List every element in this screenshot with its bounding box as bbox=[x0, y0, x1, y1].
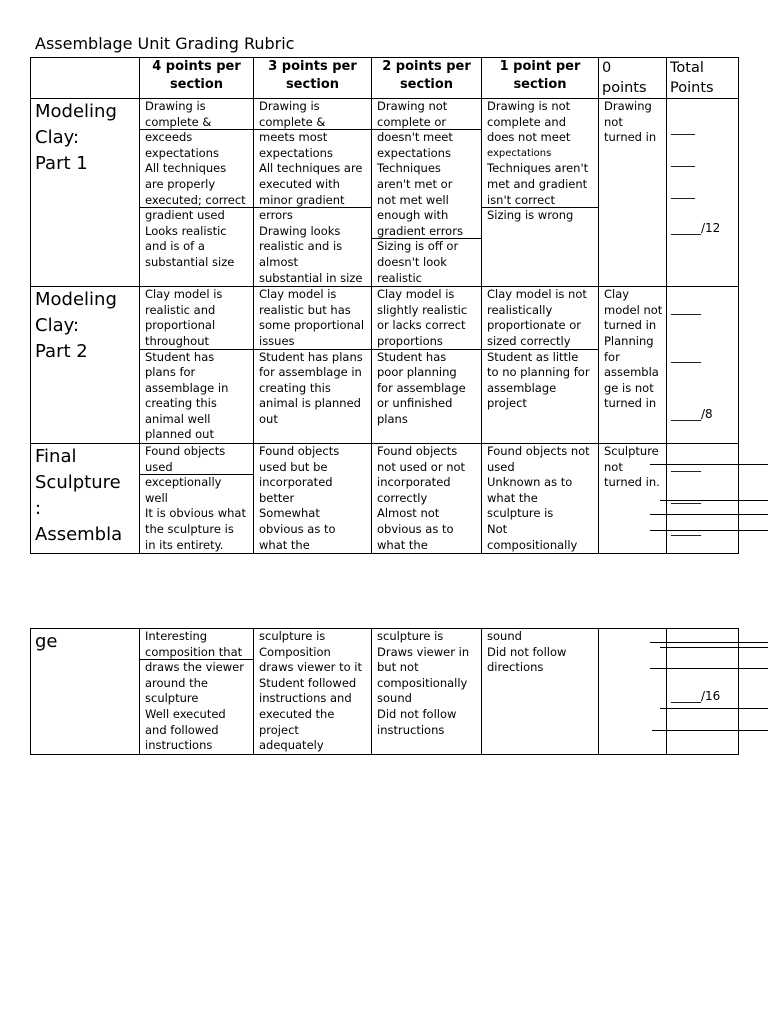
criteria-1-point: Drawing is not complete and does not meet expectations Techniques aren't met and gradient isn't correct Sizing is wrong bbox=[482, 99, 599, 287]
score-blank[interactable]: ____ bbox=[671, 185, 695, 199]
criteria-4-points: Interesting composition that draws the viewer around the sculpture Well executed and followed instructions bbox=[140, 629, 254, 755]
header-1-point: 1 point per section bbox=[482, 58, 599, 99]
total-score[interactable]: _____/16 bbox=[671, 689, 721, 703]
score-blank[interactable]: _____ bbox=[671, 349, 701, 364]
score-line bbox=[650, 642, 768, 643]
header-3-points: 3 points per section bbox=[254, 58, 372, 99]
rubric-row-part-2 bbox=[31, 287, 739, 444]
score-line bbox=[652, 730, 768, 731]
criteria-0-points: Drawing not turned in bbox=[599, 99, 667, 287]
total-score[interactable]: _____/8 bbox=[671, 407, 713, 422]
criteria-1-point: sound Did not follow directions bbox=[482, 629, 599, 755]
score-blank[interactable]: _____ bbox=[671, 522, 701, 537]
criteria-4-points: Drawing is complete & exceeds expectations All techniques are properly executed; correct gradient used Looks realistic and is of a substantial size bbox=[140, 99, 254, 287]
header-0-points: 0 points bbox=[599, 58, 667, 99]
score-line bbox=[650, 668, 768, 669]
rubric-row-final-sculpture-continued bbox=[31, 629, 739, 755]
rubric-table-continued bbox=[30, 628, 739, 755]
section-label: Modeling Clay: Part 1 bbox=[31, 99, 140, 287]
criteria-2-points: Clay model is slightly realistic or lacks correct proportions Student has poor planning for assemblage or unfinished plans bbox=[372, 287, 482, 444]
header-blank bbox=[31, 58, 140, 99]
score-blank[interactable]: ____ bbox=[671, 153, 695, 167]
criteria-1-point: Clay model is not realistically proportionate or sized correctly Student as little to no planning for assemblage project bbox=[482, 287, 599, 444]
score-blank[interactable]: _____ bbox=[671, 301, 701, 316]
criteria-2-points: sculpture is Draws viewer in but not compositionally sound Did not follow instructions bbox=[372, 629, 482, 755]
rubric-table bbox=[30, 57, 739, 554]
header-total-points: Total Points bbox=[667, 58, 739, 99]
score-line bbox=[660, 500, 768, 501]
score-blank[interactable]: ____ bbox=[671, 121, 695, 135]
score-line bbox=[650, 464, 768, 465]
header-2-points: 2 points per section bbox=[372, 58, 482, 99]
section-label: Modeling Clay: Part 2 bbox=[31, 287, 140, 444]
total-points-cell bbox=[667, 287, 739, 444]
page-title: Assemblage Unit Grading Rubric bbox=[35, 34, 295, 53]
criteria-2-points: Found objects not used or not incorporated correctly Almost not obvious as to what the bbox=[372, 444, 482, 554]
criteria-1-point: Found objects not used Unknown as to what the sculpture is Not compositionally bbox=[482, 444, 599, 554]
criteria-3-points: Drawing is complete & meets most expectations All techniques are executed with minor gradient errors Drawing looks realistic and is almost substantial in size bbox=[254, 99, 372, 287]
score-blank[interactable]: _____ bbox=[671, 629, 701, 643]
criteria-0-points bbox=[599, 629, 667, 755]
total-points-cell bbox=[667, 99, 739, 287]
score-blank[interactable]: _____ bbox=[671, 458, 701, 473]
score-line bbox=[660, 647, 768, 648]
criteria-0-points: Sculpture not turned in. bbox=[599, 444, 667, 554]
score-line bbox=[650, 530, 768, 531]
criteria-3-points: sculpture is Composition draws viewer to it Student followed instructions and executed the project adequately bbox=[254, 629, 372, 755]
total-points-cell bbox=[667, 444, 739, 554]
criteria-4-points: Found objects used exceptionally well It is obvious what the sculpture is in its entirety. bbox=[140, 444, 254, 554]
section-label: ge bbox=[31, 629, 140, 755]
rubric-row-final-sculpture bbox=[31, 444, 739, 554]
section-label: Final Sculpture : Assembla bbox=[31, 444, 140, 554]
header-row bbox=[31, 58, 739, 99]
criteria-0-points: Clay model not turned in Planning for assembla ge is not turned in bbox=[599, 287, 667, 444]
header-4-points: 4 points per section bbox=[140, 58, 254, 99]
total-score[interactable]: _____/12 bbox=[671, 221, 721, 235]
score-line bbox=[660, 708, 768, 709]
rubric-row-part-1 bbox=[31, 99, 739, 287]
criteria-3-points: Found objects used but be incorporated better Somewhat obvious as to what the bbox=[254, 444, 372, 554]
score-line bbox=[650, 514, 768, 515]
criteria-3-points: Clay model is realistic but has some proportional issues Student has plans for assemblage in creating this animal is planned out bbox=[254, 287, 372, 444]
score-blank[interactable]: _____ bbox=[671, 490, 701, 505]
criteria-2-points: Drawing not complete or doesn't meet expectations Techniques aren't met or not met well enough with gradient errors Sizing is off or doesn't look realistic bbox=[372, 99, 482, 287]
criteria-4-points: Clay model is realistic and proportional throughout Student has plans for assemblage in creating this animal well planned out bbox=[140, 287, 254, 444]
